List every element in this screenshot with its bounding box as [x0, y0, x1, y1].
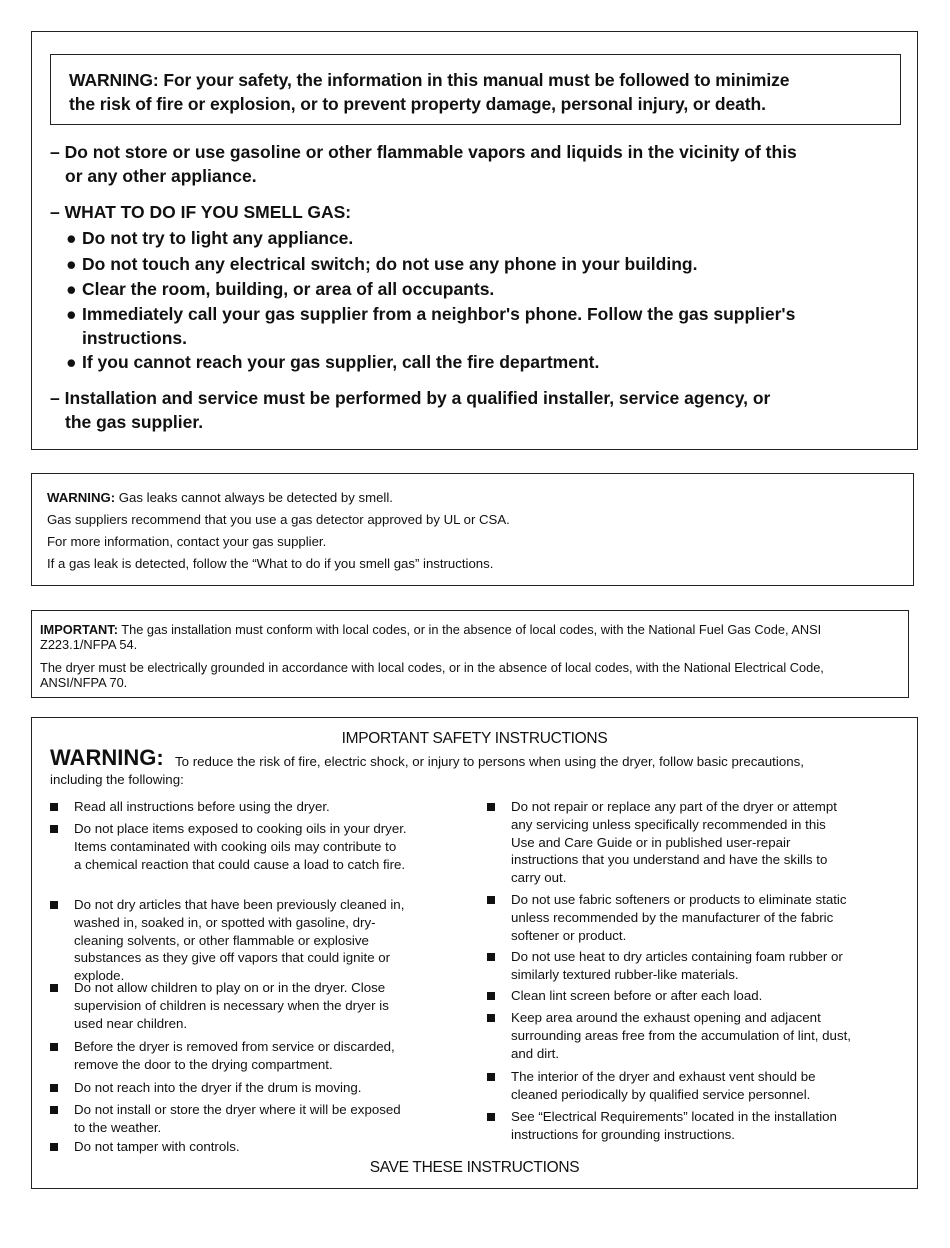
instruction-line: and dirt. — [511, 1045, 560, 1061]
instruction-line: cleaned periodically by qualified service personnel. — [511, 1086, 811, 1102]
bullet-icon: ● — [66, 279, 77, 299]
safety-warning-banner — [50, 54, 901, 125]
important-label: IMPORTANT: — [40, 622, 118, 637]
instruction-text — [74, 798, 330, 816]
instruction-line: explode. — [74, 968, 125, 984]
instruction-line: substances as they give off vapors that could ignite or — [74, 950, 391, 966]
instruction-text — [74, 896, 404, 985]
instruction-item — [487, 987, 762, 1005]
square-bullet-icon — [50, 803, 58, 811]
instruction-line: Before the dryer is removed from service or discarded, — [74, 1039, 395, 1054]
grounding-paragraph: The dryer must be electrically grounded in accordance with local codes, or in the absence of local codes, with the National Electrical Code, ANSI/NFPA 70. — [40, 660, 824, 690]
gas-leak-line-2: Gas suppliers recommend that you use a gas detector approved by UL or CSA. — [47, 512, 510, 527]
instruction-line: Do not repair or replace any part of the dryer or attempt — [511, 799, 837, 814]
instruction-line: Use and Care Guide or in published user-repair — [511, 834, 791, 850]
instruction-line: Do not install or store the dryer where it will be exposed — [74, 1102, 401, 1117]
instruction-line: used near children. — [74, 1015, 188, 1031]
instruction-line: The interior of the dryer and exhaust vent should be — [511, 1069, 816, 1084]
square-bullet-icon — [50, 984, 58, 992]
square-bullet-icon — [50, 1084, 58, 1092]
bullet-text: Immediately call your gas supplier from a neighbor's phone. Follow the gas supplier's — [82, 304, 796, 324]
bullet-icon: ● — [66, 352, 77, 372]
instruction-item — [487, 891, 847, 944]
gas-code-paragraph — [40, 622, 890, 652]
instruction-line: Do not use heat to dry articles containing foam rubber or — [511, 949, 843, 964]
smell-gas-bullet — [66, 252, 697, 276]
instruction-text — [74, 1079, 362, 1097]
instruction-item — [50, 820, 407, 873]
qualified-installer-line-2: the gas supplier. — [65, 412, 204, 432]
square-bullet-icon — [50, 1143, 58, 1151]
instruction-text — [511, 1009, 851, 1062]
qualified-installer-line-1: – Installation and service must be performed by a qualified installer, service agency, or — [50, 388, 771, 408]
smell-gas-bullet — [66, 277, 494, 301]
bullet-icon: ● — [66, 228, 77, 248]
instruction-item — [487, 948, 843, 984]
instruction-text — [74, 1101, 401, 1137]
smell-gas-bullet — [66, 350, 599, 374]
bullet-text: Clear the room, building, or area of all occupants. — [82, 279, 495, 299]
square-bullet-icon — [50, 825, 58, 833]
bullet-icon: ● — [66, 304, 77, 324]
no-flammables-line-1: – Do not store or use gasoline or other flammable vapors and liquids in the vicinity of this — [50, 142, 797, 162]
instruction-line: See “Electrical Requirements” located in the installation — [511, 1109, 837, 1124]
square-bullet-icon — [487, 1113, 495, 1121]
instruction-line: Do not reach into the dryer if the drum is moving. — [74, 1080, 362, 1095]
square-bullet-icon — [487, 896, 495, 904]
gas-leak-line-4: If a gas leak is detected, follow the “What to do if you smell gas” instructions. — [47, 556, 494, 571]
instruction-line: surrounding areas free from the accumulation of lint, dust, — [511, 1027, 851, 1043]
square-bullet-icon — [487, 1014, 495, 1022]
square-bullet-icon — [487, 1073, 495, 1081]
safety-instructions-box — [31, 717, 918, 1189]
bullet-text: If you cannot reach your gas supplier, call the fire department. — [82, 352, 600, 372]
bullet-text-cont: instructions. — [82, 328, 188, 348]
instruction-line: Do not place items exposed to cooking oils in your dryer. — [74, 821, 407, 836]
no-flammables-line-2: or any other appliance. — [65, 166, 257, 186]
gas-leak-line-3: For more information, contact your gas supplier. — [47, 534, 327, 549]
instruction-item — [50, 1101, 401, 1137]
instruction-line: any servicing unless specifically recommended in this — [511, 816, 826, 832]
instruction-line: Do not allow children to play on or in the dryer. Close — [74, 980, 386, 995]
instruction-text — [511, 891, 847, 944]
square-bullet-icon — [487, 992, 495, 1000]
instruction-text — [511, 1108, 837, 1144]
square-bullet-icon — [50, 901, 58, 909]
instruction-item — [50, 896, 404, 985]
bullet-icon: ● — [66, 254, 77, 274]
gas-leak-text-1: Gas leaks cannot always be detected by smell. — [115, 490, 393, 505]
instruction-line: Keep area around the exhaust opening and adjacent — [511, 1010, 821, 1025]
instruction-text — [511, 798, 837, 887]
instruction-line: a chemical reaction that could cause a load to catch fire. — [74, 856, 406, 872]
instruction-item — [487, 798, 837, 887]
instruction-line: softener or product. — [511, 927, 627, 943]
bullet-text: Do not try to light any appliance. — [82, 228, 354, 248]
instruction-line: Do not tamper with controls. — [74, 1139, 240, 1154]
square-bullet-icon — [50, 1043, 58, 1051]
instruction-line: Read all instructions before using the dryer. — [74, 799, 330, 814]
instruction-text — [511, 1068, 816, 1104]
instruction-text — [74, 1138, 240, 1156]
instruction-text — [74, 979, 389, 1032]
instruction-line: Do not dry articles that have been previously cleaned in, — [74, 897, 405, 912]
instruction-text — [74, 820, 407, 873]
instruction-line: unless recommended by the manufacturer of the fabric — [511, 909, 834, 925]
instruction-line: similarly textured rubber-like materials. — [511, 966, 739, 982]
instruction-item — [487, 1068, 816, 1104]
instruction-text — [74, 1038, 395, 1074]
instruction-text — [511, 948, 843, 984]
save-instructions-footer: SAVE THESE INSTRUCTIONS — [369, 1159, 580, 1176]
warning-label: WARNING: — [47, 490, 116, 505]
qualified-installer-item — [50, 386, 770, 434]
gas-warning-box — [31, 31, 918, 450]
bullet-text: Do not touch any electrical switch; do not use any phone in your building. — [82, 254, 698, 274]
safety-instructions-title: IMPORTANT SAFETY INSTRUCTIONS — [341, 730, 608, 747]
smell-gas-bullet — [66, 226, 353, 250]
smell-gas-bullet — [66, 302, 795, 350]
instruction-line: remove the door to the drying compartment. — [74, 1056, 333, 1072]
instruction-item — [487, 1009, 851, 1062]
gas-leak-line-1 — [47, 489, 393, 507]
instruction-item — [50, 1079, 362, 1097]
instruction-line: washed in, soaked in, or spotted with gasoline, dry- — [74, 914, 376, 930]
warning-intro-line-2: including the following: — [50, 772, 184, 787]
square-bullet-icon — [487, 803, 495, 811]
warning-heading: WARNING: — [50, 745, 164, 770]
instruction-line: Clean lint screen before or after each load. — [511, 988, 763, 1003]
no-flammables-item — [50, 140, 797, 188]
instruction-line: Items contaminated with cooking oils may contribute to — [74, 838, 397, 854]
gas-leak-warning-box — [31, 473, 914, 586]
instruction-line: carry out. — [511, 870, 567, 886]
instruction-line: instructions for grounding instructions. — [511, 1126, 735, 1142]
instruction-line: Do not use fabric softeners or products to eliminate static — [511, 892, 847, 907]
instruction-item — [50, 1038, 395, 1074]
instruction-item — [487, 1108, 837, 1144]
square-bullet-icon — [50, 1106, 58, 1114]
warning-intro-line-1: To reduce the risk of fire, electric shock, or injury to persons when using the dryer, follow basic precautions, — [175, 754, 804, 769]
instruction-line: to the weather. — [74, 1119, 162, 1135]
warning-line-2: the risk of fire or explosion, or to prevent property damage, personal injury, or death. — [69, 94, 766, 114]
important-codes-box — [31, 610, 909, 698]
square-bullet-icon — [487, 953, 495, 961]
instruction-line: supervision of children is necessary when the dryer is — [74, 997, 389, 1013]
smell-gas-heading-text: – WHAT TO DO IF YOU SMELL GAS: — [50, 202, 352, 222]
instruction-item — [50, 798, 330, 816]
gas-code-text: The gas installation must conform with local codes, or in the absence of local codes, with the National Fuel Gas Code, ANSI Z223.1/NFPA 54. — [40, 622, 822, 652]
instruction-line: cleaning solvents, or other flammable or explosive — [74, 932, 369, 948]
smell-gas-heading — [50, 200, 351, 224]
instruction-item — [50, 979, 389, 1032]
instruction-text — [511, 987, 762, 1005]
warning-line-1: WARNING: For your safety, the information in this manual must be followed to minimize — [69, 70, 790, 90]
instruction-line: instructions that you understand and have the skills to — [511, 852, 828, 868]
instruction-item — [50, 1138, 240, 1156]
